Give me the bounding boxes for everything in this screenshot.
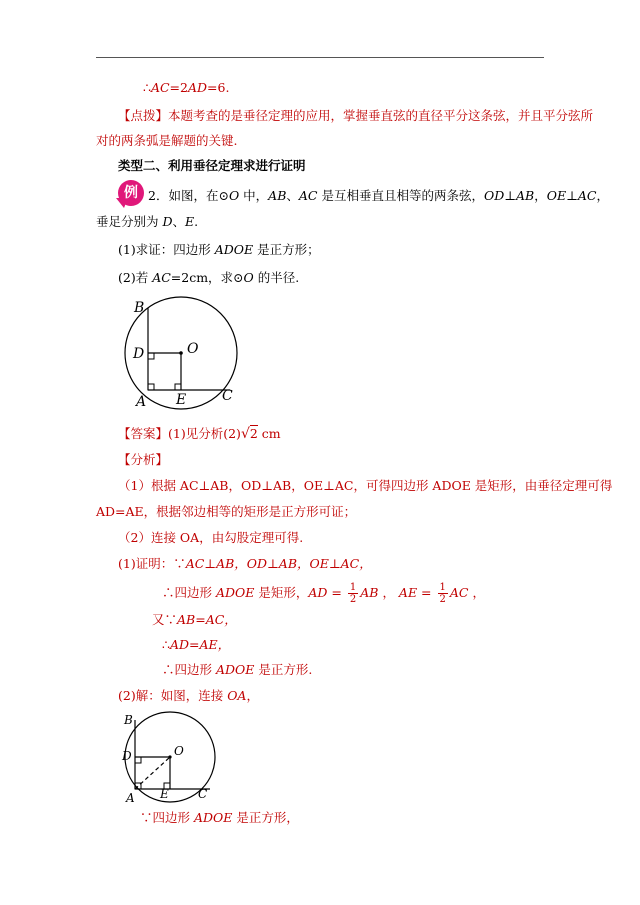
tip-line-1: 【点拨】本题考查的是垂径定理的应用，掌握垂直弦的直径平分这条弦，并且平分弦所 xyxy=(118,108,594,123)
fig2-label-e: E xyxy=(160,787,169,801)
question-2: (2)若 AC=2cm，求⊙O 的半径. xyxy=(118,270,300,285)
analysis-line-1: （1）根据 AC⊥AB，OD⊥AB，OE⊥AC，可得四边形 ADOE 是矩形，由垂径定理可得 xyxy=(118,478,613,493)
final-line: ∵四边形 ADOE 是正方形， xyxy=(140,810,299,825)
fig2-label-a: A xyxy=(126,791,135,805)
fig1-label-d: D xyxy=(133,346,145,362)
fig1-right-angle-a xyxy=(148,384,154,390)
fig2-center-dot xyxy=(168,755,171,758)
fig1-right-angle-d xyxy=(148,353,154,359)
fig1-label-e: E xyxy=(176,392,187,408)
proof-line-3: 又∵AB=AC， xyxy=(152,612,237,627)
figure-2-diagram xyxy=(118,710,230,806)
fig2-segment-oa-dashed xyxy=(135,757,170,789)
fraction-half-2: $\frac{1}{2}$ xyxy=(439,582,446,605)
proof-line-1: (1)证明：∵AC⊥AB，OD⊥AB，OE⊥AC， xyxy=(118,556,372,571)
fig1-center-dot xyxy=(179,351,183,355)
analysis-line-3: （2）连接 OA，由勾股定理可得. xyxy=(118,530,304,545)
solution-2-line: (2)解：如图，连接 OA， xyxy=(118,688,259,703)
analysis-label: 【分析】 xyxy=(118,452,169,467)
analysis-line-2: AD=AE，根据邻边相等的矩形是正方形可证； xyxy=(96,504,357,519)
example-line-1: 2．如图，在⊙O 中，AB、AC 是互相垂直且相等的两条弦，OD⊥AB，OE⊥AC， xyxy=(148,188,609,203)
fig2-right-angle-d xyxy=(135,757,141,763)
proof-line-2: ∴四边形 ADOE 是矩形，AD = $\frac{1}{2}$ AB ， AE = $\frac{1}{2}$ AC ， xyxy=(162,582,485,605)
fig2-label-b: B xyxy=(124,713,133,727)
section-heading: 类型二、利用垂径定理求进行证明 xyxy=(118,158,306,173)
fig1-label-a: A xyxy=(136,394,147,410)
fig2-label-o: O xyxy=(174,744,184,758)
tip-line-2: 对的两条弧是解题的关键. xyxy=(96,133,238,148)
conclusion-line: ∴AC=2AD=6. xyxy=(143,80,230,95)
header-rule xyxy=(96,57,544,58)
fig2-label-c: C xyxy=(198,787,208,801)
proof-line-4: ∴AD=AE， xyxy=(162,637,231,652)
example-line-2: 垂足分别为 D、E. xyxy=(96,214,199,229)
fig2-label-d: D xyxy=(122,749,132,763)
example-badge: 例 xyxy=(118,180,144,206)
fig1-label-o: O xyxy=(187,341,199,357)
figure-1-diagram xyxy=(120,296,250,411)
fig1-label-b: B xyxy=(134,300,145,316)
proof-line-5: ∴四边形 ADOE 是正方形. xyxy=(162,662,313,677)
fig1-right-angle-e xyxy=(175,384,181,390)
answer-line: 【答案】(1)见分析(2)√2 cm xyxy=(118,426,281,442)
fraction-half-1: $\frac{1}{2}$ xyxy=(349,582,357,605)
fig1-label-c: C xyxy=(222,388,233,404)
question-1: (1)求证：四边形 ADOE 是正方形； xyxy=(118,242,320,257)
